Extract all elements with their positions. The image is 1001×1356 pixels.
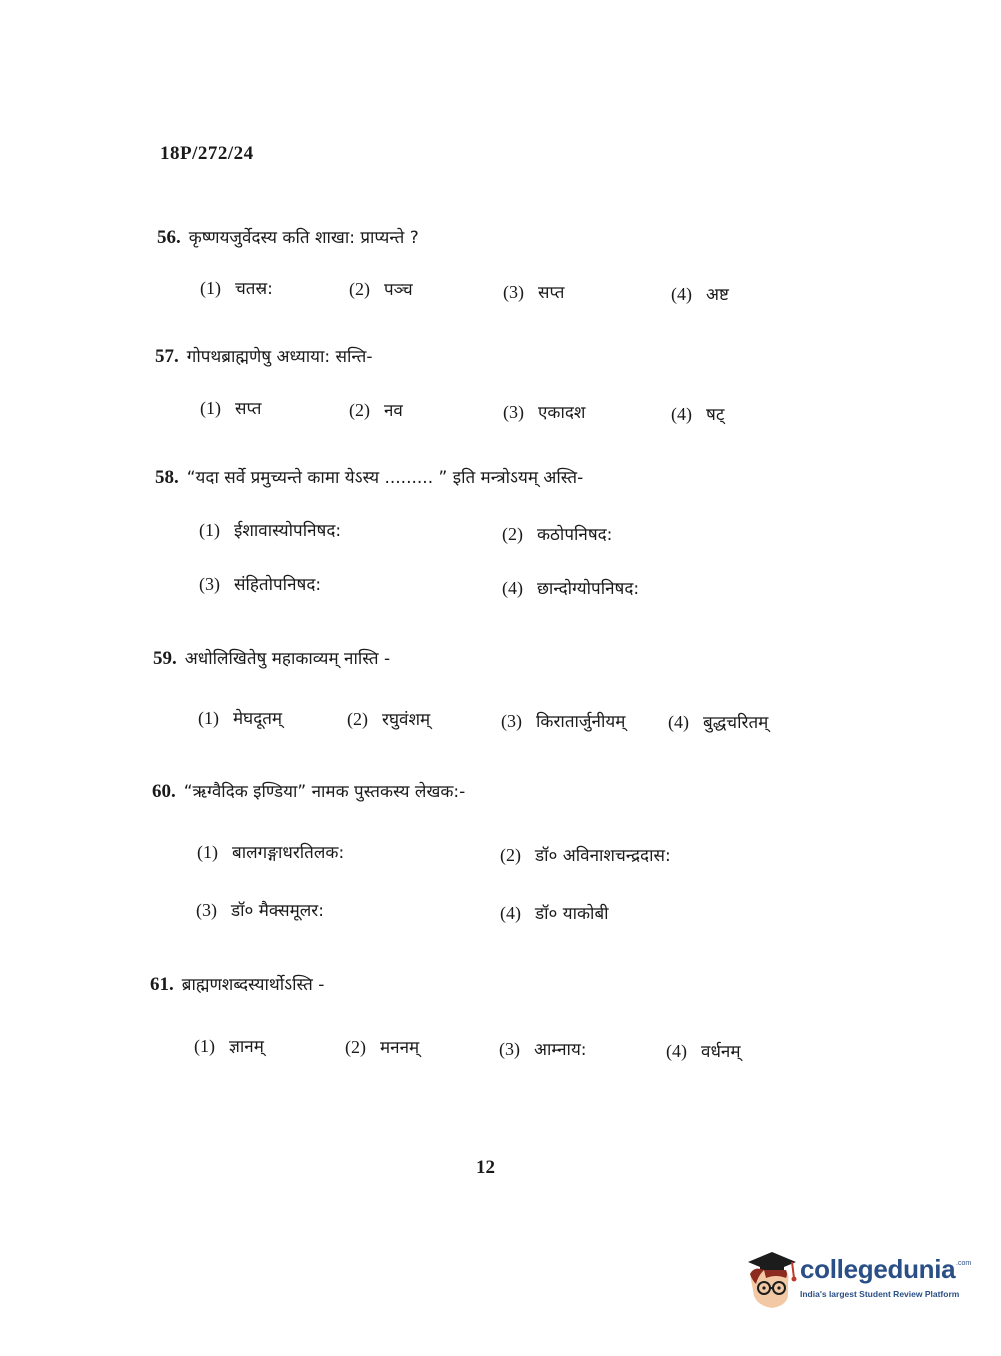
collegedunia-watermark [742, 1248, 972, 1318]
q60-option-4[interactable] [500, 901, 609, 924]
option-number: (3) [503, 282, 524, 302]
page-code: 18P/272/24 [160, 143, 254, 164]
option-number: (2) [345, 1037, 366, 1057]
option-text: अष्ट [706, 285, 729, 305]
q56-option-3[interactable] [503, 280, 564, 303]
option-text: आम्नाय: [534, 1040, 587, 1060]
option-number: (1) [197, 842, 218, 862]
option-text: एकादश [538, 403, 586, 423]
question-number: 56. [157, 227, 181, 248]
question-text: कृष्णयजुर्वेदस्य कति शाखा: प्राप्यन्ते ? [188, 228, 419, 248]
option-number: (1) [200, 278, 221, 298]
option-text: डॉ० अविनाशचन्द्रदास: [535, 846, 671, 866]
option-text: वर्धनम् [701, 1042, 741, 1062]
question-text: “यदा सर्वे प्रमुच्यन्ते कामा येऽस्य ......... ” इति मन्त्रोऽयम् अस्ति- [186, 468, 584, 488]
q57-option-4[interactable] [671, 402, 724, 425]
option-number: (3) [501, 711, 522, 731]
option-text: नव [384, 401, 403, 421]
q59-option-3[interactable] [501, 709, 625, 732]
option-number: (3) [196, 900, 217, 920]
option-number: (1) [200, 398, 221, 418]
option-text: पञ्च [384, 280, 413, 300]
q59-option-2[interactable] [347, 707, 430, 730]
option-text: छान्दोग्योपनिषद: [537, 579, 640, 599]
option-text: डॉ० याकोबी [535, 904, 609, 924]
option-number: (2) [349, 400, 370, 420]
q61-option-1[interactable] [194, 1034, 264, 1057]
q56-option-1[interactable] [200, 276, 273, 299]
q57-option-1[interactable] [200, 396, 261, 419]
option-text: किरातार्जुनीयम् [536, 712, 626, 732]
option-text: चतस्र: [235, 279, 273, 299]
option-text: बालगङ्गाधरतिलक: [232, 843, 345, 863]
option-number: (1) [198, 708, 219, 728]
option-number: (1) [194, 1036, 215, 1056]
question-number: 59. [153, 648, 177, 669]
option-number: (4) [671, 404, 692, 424]
q60-option-1[interactable] [197, 840, 344, 863]
q56-option-2[interactable] [349, 277, 413, 300]
option-number: (2) [347, 709, 368, 729]
question-number: 60. [152, 781, 176, 802]
option-number: (3) [499, 1039, 520, 1059]
question-58 [155, 465, 583, 489]
q61-option-2[interactable] [345, 1035, 419, 1058]
option-number: (2) [500, 845, 521, 865]
question-59 [153, 646, 390, 670]
question-text: “ऋग्वैदिक इण्डिया” नामक पुस्तकस्य लेखक:- [183, 782, 466, 802]
q56-option-4[interactable] [671, 282, 729, 305]
brand-name: collegedunia [800, 1254, 956, 1284]
q60-option-2[interactable] [500, 843, 671, 866]
option-number: (4) [671, 284, 692, 304]
option-number: (3) [199, 574, 220, 594]
option-text: षट् [706, 405, 725, 425]
question-61 [150, 972, 324, 996]
q59-option-1[interactable] [198, 706, 282, 729]
option-text: मननम् [380, 1038, 420, 1058]
question-number: 58. [155, 467, 179, 488]
q58-option-4[interactable] [502, 576, 639, 599]
question-text: गोपथब्राह्मणेषु अध्याया: सन्ति- [186, 347, 373, 367]
option-number: (4) [666, 1041, 687, 1061]
q59-option-4[interactable] [668, 710, 768, 733]
mascot-icon [742, 1248, 798, 1316]
option-number: (2) [349, 279, 370, 299]
q57-option-2[interactable] [349, 398, 403, 421]
option-text: मेघदूतम् [233, 709, 283, 729]
option-number: (4) [502, 578, 523, 598]
question-number: 57. [155, 346, 179, 367]
question-56 [157, 225, 419, 249]
q61-option-4[interactable] [666, 1039, 741, 1062]
question-60 [152, 779, 465, 803]
q58-option-3[interactable] [199, 572, 321, 595]
page-number: 12 [476, 1157, 495, 1178]
option-number: (4) [500, 903, 521, 923]
option-text: ज्ञानम् [229, 1037, 264, 1057]
question-text: ब्राह्मणशब्दस्यार्थोऽस्ति - [181, 975, 325, 995]
option-text: सप्त [538, 283, 565, 303]
option-number: (2) [502, 524, 523, 544]
option-text: सप्त [235, 399, 262, 419]
q60-option-3[interactable] [196, 898, 324, 921]
option-text: रघुवंशम् [382, 710, 431, 730]
option-text: संहितोपनिषद: [234, 575, 322, 595]
option-text: डॉ० मैक्समूलर: [231, 901, 324, 921]
option-text: बुद्धचरितम् [703, 713, 769, 733]
option-text: ईशावास्योपनिषद: [234, 521, 342, 541]
option-number: (1) [199, 520, 220, 540]
brand-tagline: India's largest Student Review Platform [800, 1289, 960, 1299]
option-text: कठोपनिषद: [537, 525, 613, 545]
q58-option-2[interactable] [502, 522, 612, 545]
q57-option-3[interactable] [503, 400, 585, 423]
q58-option-1[interactable] [199, 518, 341, 541]
option-number: (3) [503, 402, 524, 422]
question-number: 61. [150, 974, 174, 995]
option-number: (4) [668, 712, 689, 732]
brand-suffix: .com [956, 1260, 972, 1267]
question-57 [155, 344, 372, 368]
question-text: अधोलिखितेषु महाकाव्यम् नास्ति - [184, 649, 391, 669]
q61-option-3[interactable] [499, 1037, 587, 1060]
